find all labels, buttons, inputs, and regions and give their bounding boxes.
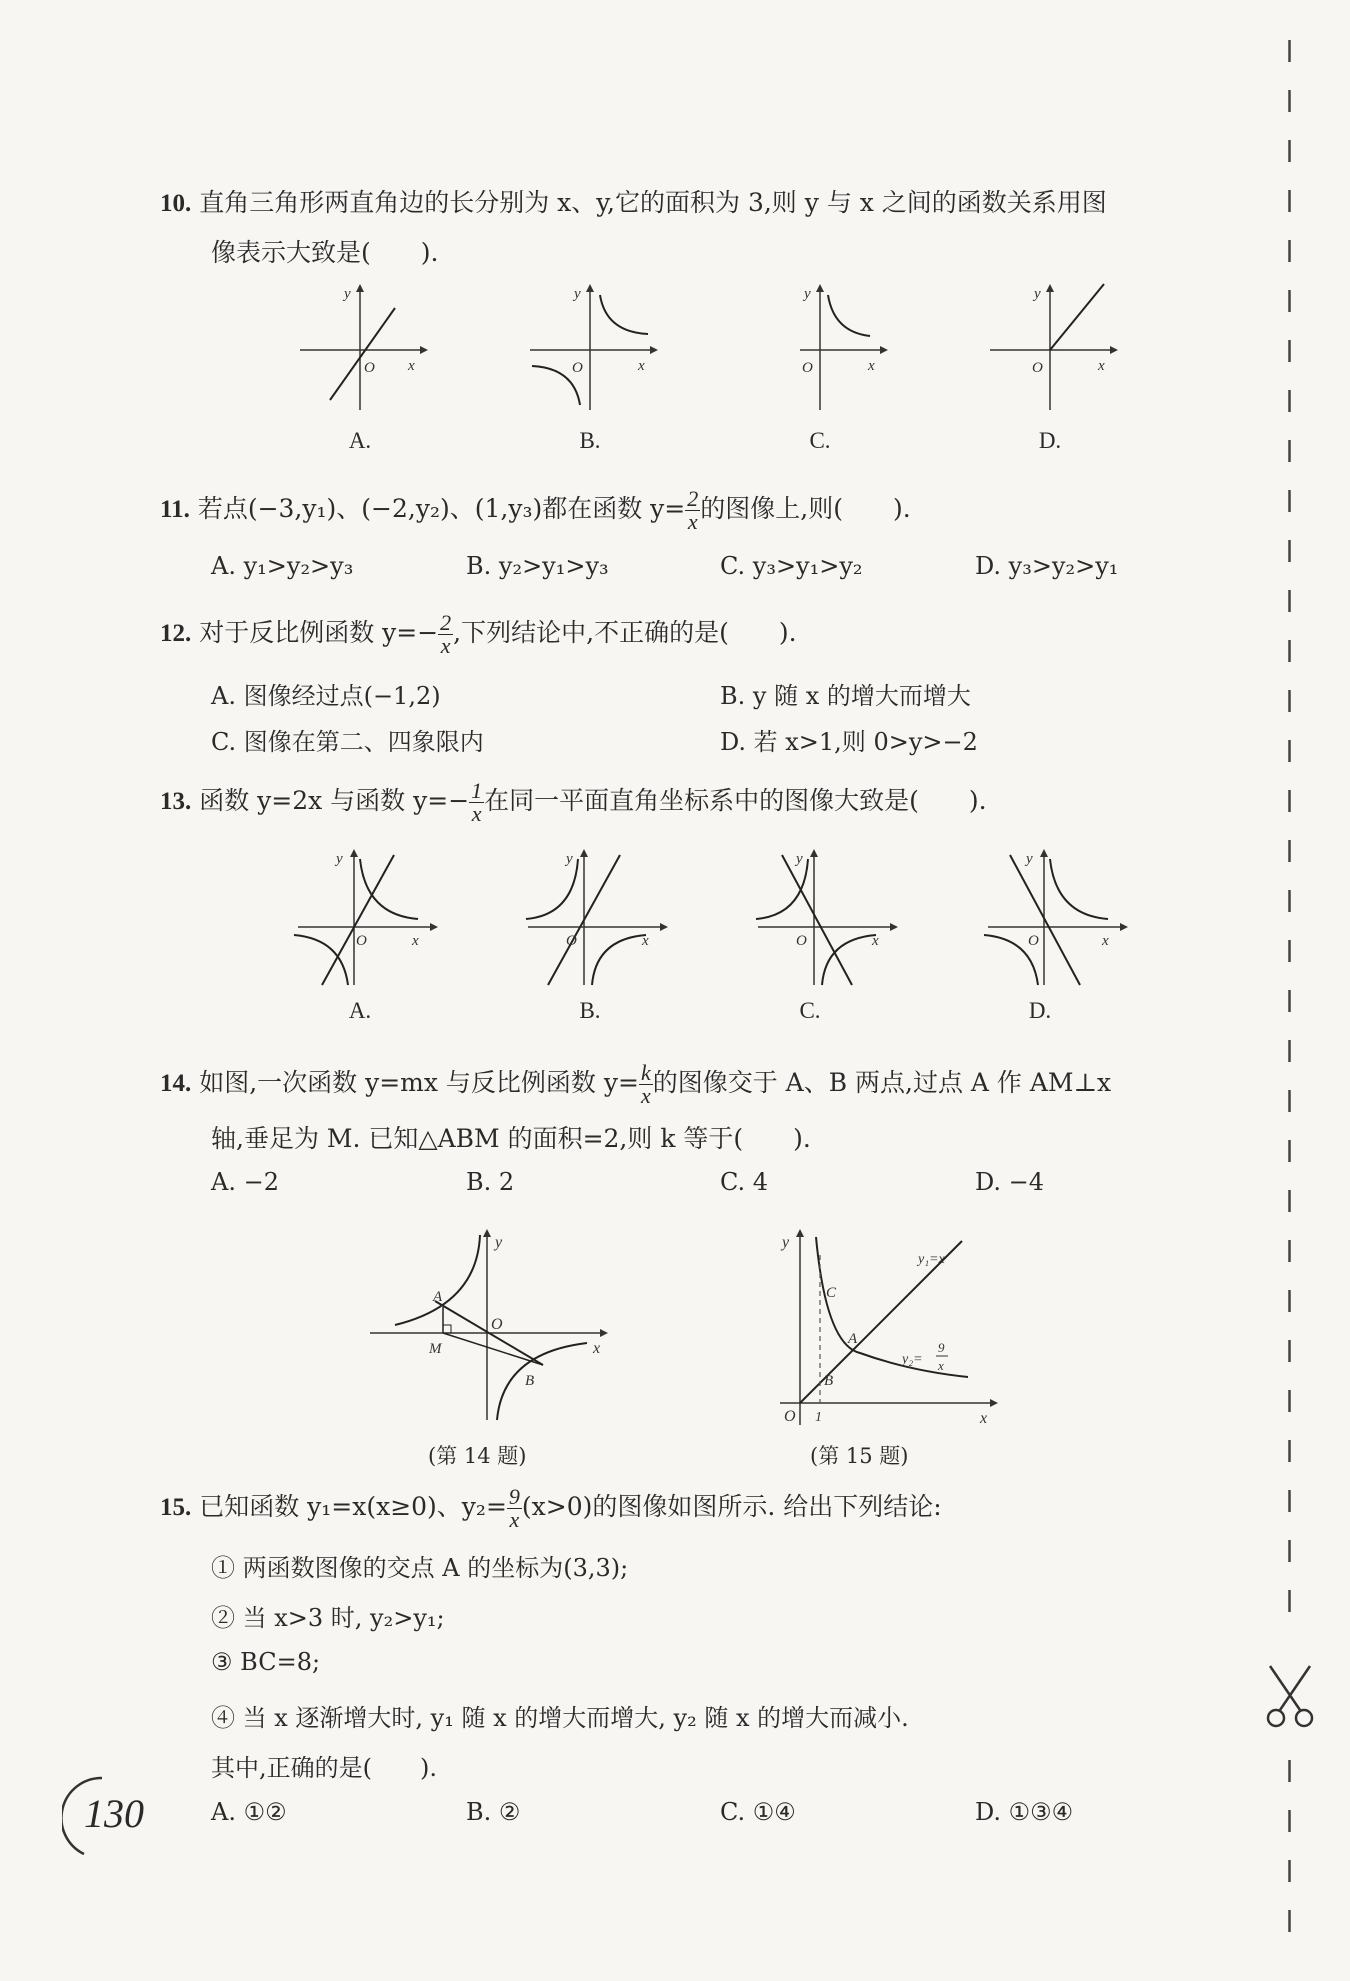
q12-post: ,下列结论中,不正确的是( ). [453,618,797,647]
origin-label: O [796,933,807,949]
q12-option-d: D. 若 x>1,则 0>y>−2 [720,728,978,756]
q13-text [160,780,987,825]
page-number: 130 [84,1791,144,1836]
point-b-label: B [525,1373,535,1389]
q14-text [160,1062,1111,1107]
fraction-denominator: x [687,509,698,534]
origin-label: O [802,360,813,376]
q14-option-d: D. −4 [975,1168,1045,1196]
axis-y-label: y [495,1234,503,1251]
axis-y-label: y [804,286,811,302]
q11-post: 的图像上,则( ). [700,494,911,523]
q10-graph-d [980,280,1120,415]
q12-text [160,612,797,657]
fraction-numerator: 2 [687,486,699,511]
fraction-denominator: x [471,801,482,826]
q14-pre: 如图,一次函数 y=mx 与反比例函数 y= [199,1068,639,1097]
axis-x-label: x [593,1340,601,1357]
q10-label-a: A. [348,428,372,453]
q10-number: 10. [160,190,192,217]
q14-option-a: A. −2 [211,1168,279,1196]
q12-option-b: B. y 随 x 的增大而增大 [720,682,971,710]
origin-label: O [1032,360,1043,376]
q12-fraction [438,612,453,657]
q10-label-d: D. [1038,428,1062,453]
q14-line2: 轴,垂足为 M. 已知△ABM 的面积=2,则 k 等于( ). [211,1124,811,1153]
q10-text [160,186,1107,221]
cut-line [1288,40,1291,1640]
scissors-icon [1262,1660,1318,1740]
origin-label: O [356,933,367,949]
point-m-label: M [429,1341,442,1357]
q10-line1: 直角三角形两直角边的长分别为 x、y,它的面积为 3,则 y 与 x 之间的函数关系用图 [199,188,1107,217]
axis-y-label: y [566,851,573,867]
axis-y-label: y [574,286,581,302]
q11-option-c: C. y₃>y₁>y₂ [720,552,863,580]
q15-fraction [507,1486,522,1531]
fraction-numerator: k [640,1060,651,1085]
q13-label-a: A. [348,998,372,1023]
fraction-denominator: x [440,633,451,658]
q13-graph-d [980,845,1130,990]
origin-label: O [572,360,583,376]
origin-label: O [1028,933,1039,949]
axis-x-label: x [872,933,879,949]
point-b-label: B [824,1373,834,1389]
q15-option-c: C. ①④ [720,1798,796,1826]
fraction-denominator: x [509,1507,520,1532]
q12-number: 12. [160,620,192,647]
q15-option-b: B. ② [466,1798,521,1826]
q15-pre: 已知函数 y₁=x(x≥0)、y₂= [199,1492,507,1521]
y2-fraction-denominator: x [938,1358,944,1373]
q11-number: 11. [160,496,190,523]
tick-one-label: 1 [815,1410,822,1425]
q10-graph-a [290,280,430,415]
axis-x-label: x [408,358,415,374]
point-c-label: C [826,1285,837,1301]
y2-fraction-numerator: 9 [938,1340,945,1355]
axis-x-label: x [980,1410,988,1427]
origin-label: O [491,1316,503,1333]
q14-caption: (第 14 题) [428,1444,527,1468]
q10-graph-b [520,280,660,415]
axis-x-label: x [642,933,649,949]
q11-option-a: A. y₁>y₂>y₃ [211,552,354,580]
y1-label: y₁=x [918,1252,945,1267]
q13-label-b: B. [579,998,601,1023]
origin-label: O [364,360,375,376]
q12-option-a: A. 图像经过点(−1,2) [211,682,441,710]
q11-text [160,488,911,533]
q15-text [160,1486,942,1531]
axis-y-label: y [782,1234,790,1251]
axis-y-label: y [796,851,803,867]
cut-line-bottom [1288,1760,1291,1960]
q13-post: 在同一平面直角坐标系中的图像大致是( ). [484,786,987,815]
fraction-numerator: 2 [440,610,452,635]
fraction-denominator: x [640,1083,651,1108]
fraction-numerator: 9 [508,1484,520,1509]
origin-label: O [566,933,577,949]
q11-pre: 若点(−3,y₁)、(−2,y₂)、(1,y₃)都在函数 y= [197,494,686,523]
q15-option-d: D. ①③④ [975,1798,1074,1826]
axis-y-label: y [344,286,351,302]
q15-item-1: ① 两函数图像的交点 A 的坐标为(3,3); [211,1554,629,1582]
axis-y-label: y [1026,851,1033,867]
axis-x-label: x [1102,933,1109,949]
q11-option-b: B. y₂>y₁>y₃ [466,552,609,580]
q14-post: 的图像交于 A、B 两点,过点 A 作 AM⊥x [652,1068,1112,1097]
axis-x-label: x [412,933,419,949]
q12-option-c: C. 图像在第二、四象限内 [211,728,484,756]
q13-fraction [469,780,484,825]
axis-y-label: y [336,851,343,867]
q15-item-3: ③ BC=8; [211,1648,321,1676]
axis-x-label: x [638,358,645,374]
q14-number: 14. [160,1070,192,1097]
q14-option-c: C. 4 [720,1168,769,1196]
q15-number: 15. [160,1494,192,1521]
q13-graph-b [520,845,670,990]
axis-y-label: y [1034,286,1041,302]
q15-post: (x>0)的图像如图所示. 给出下列结论: [521,1492,942,1521]
q12-pre: 对于反比例函数 y=− [199,618,439,647]
point-a-label: A [433,1289,443,1305]
q11-option-d: D. y₃>y₂>y₁ [975,552,1119,580]
q10-label-b: B. [579,428,601,453]
q10-label-c: C. [809,428,831,453]
axis-x-label: x [1098,358,1105,374]
q13-label-c: C. [799,998,821,1023]
q13-graph-c [750,845,900,990]
axis-x-label: x [868,358,875,374]
origin-label: O [784,1408,796,1425]
q13-number: 13. [160,788,192,815]
q15-item-2: ② 当 x>3 时, y₂>y₁; [211,1604,445,1632]
q13-graph-a [290,845,440,990]
q15-caption: (第 15 题) [810,1444,909,1468]
q15-option-a: A. ①② [211,1798,287,1826]
q10-line2: 像表示大致是( ). [211,238,439,267]
q15-ask: 其中,正确的是( ). [211,1754,437,1782]
q11-fraction [685,488,700,533]
q14-option-b: B. 2 [466,1168,515,1196]
q14-fraction [639,1062,653,1107]
q10-graph-c [750,280,890,415]
q14-figure [365,1225,615,1425]
fraction-numerator: 1 [471,778,483,803]
q15-item-4: ④ 当 x 逐渐增大时, y₁ 随 x 的增大而增大, y₂ 随 x 的增大而减小. [211,1704,909,1732]
point-a-label: A [848,1331,858,1347]
q13-pre: 函数 y=2x 与函数 y=− [199,786,470,815]
y2-label: y₂= [902,1352,923,1367]
q15-figure [770,1225,1015,1435]
q13-label-d: D. [1028,998,1052,1023]
